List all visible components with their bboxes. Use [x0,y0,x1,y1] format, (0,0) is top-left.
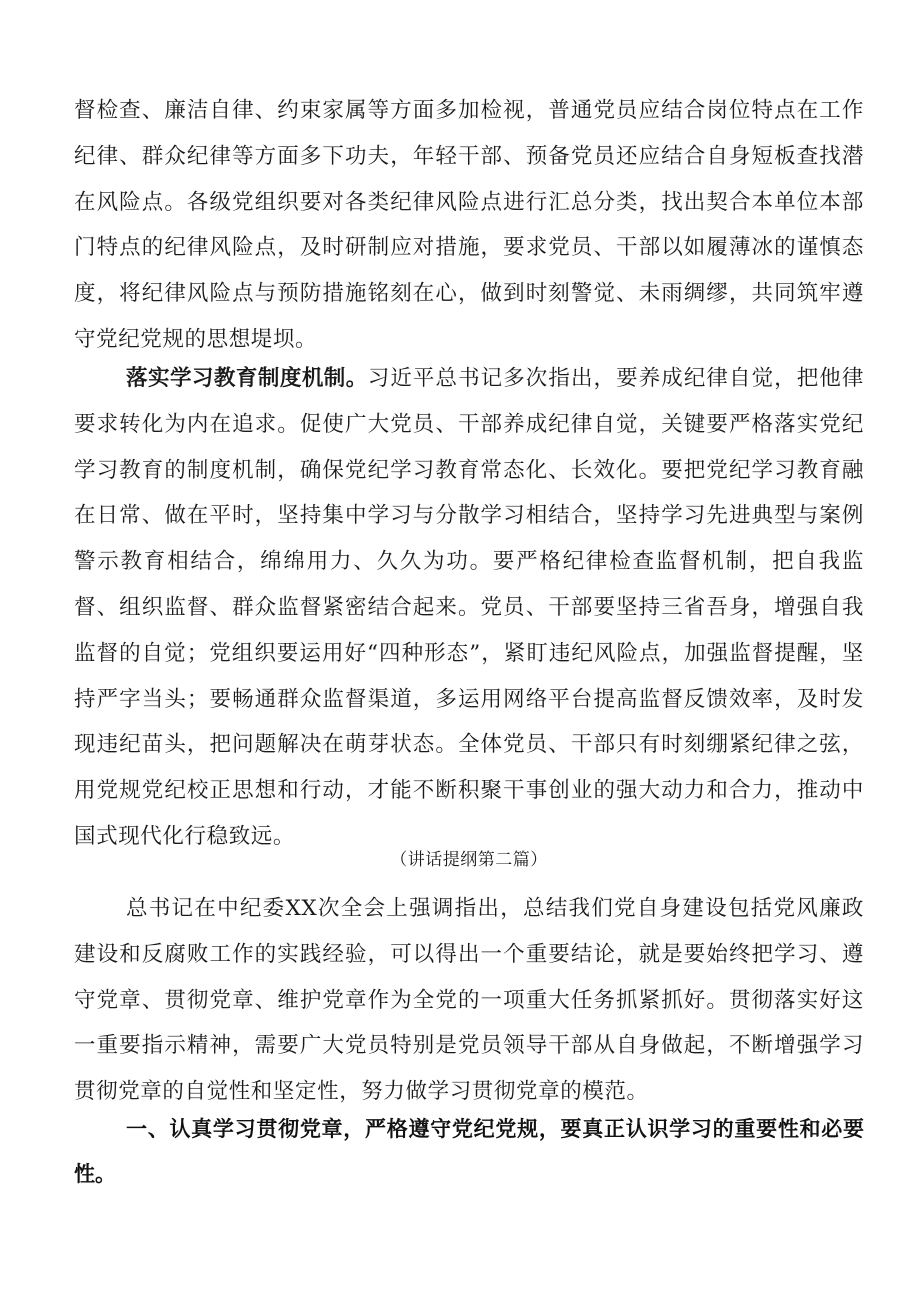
paragraph-body: 习近平总书记多次指出，要养成纪律自觉，把他律要求转化为内在追求。促使广大党员、干部养成纪律自觉，关键要严格落实党纪学习教育的制度机制，确保党纪学习教育常态化、长效化。要把党纪学习教育融在日常、做在平时，坚持集中学习与分散学习相结合，坚持学习先进典型与案例警示教育相结合，绵绵用力、久久为功。要严格纪律检查监督机制，把自我监督、组织监督、群众监督紧密结合起来。党员、干部要坚持三省吾身，增强自我监督的自觉；党组织要运用好“四种形态”，紧盯违纪风险点，加强监督提醒，坚持严字当头；要畅通群众监督渠道，多运用网络平台提高监督反馈效率，及时发现违纪苗头，把问题解决在萌芽状态。全体党员、干部只有时刻绷紧纪律之弦，用党规党纪校正思想和行动，才能不断积聚干事创业的强大动力和合力，推动中国式现代化行稳致远。 [74,366,864,849]
paragraph-continuation: 督检查、廉洁自律、约束家属等方面多加检视，普通党员应结合岗位特点在工作纪律、群众纪律等方面多下功夫，年轻干部、预备党员还应结合自身短板查找潜在风险点。各级党组织要对各类纪律风险点进行汇总分类，找出契合本单位本部门特点的纪律风险点，及时研制应对措施，要求党员、干部以如履薄冰的谨慎态度，将纪律风险点与预防措施铭刻在心，做到时刻警觉、未雨绸缪，共同筑牢遵守党纪党规的思想堤坝。 [74,98,864,352]
paragraph-study-mechanism [74,356,864,860]
section-heading-one: 一、认真学习贯彻党章，严格遵守党纪党规，要真正认识学习的重要性和必要性。 [74,1117,864,1186]
paragraph-party-constitution: 总书记在中纪委XX次全会上强调指出，总结我们党自身建设包括党风廉政建设和反腐败工作的实践经验，可以得出一个重要结论，就是要始终把学习、遵守党章、贯彻党章、维护党章作为全党的一项重大任务抓紧抓好。贯彻落实好这一重要指示精神，需要广大党员特别是党员领导干部从自身做起，不断增强学习贯彻党章的自觉性和坚定性，努力做学习贯彻党章的模范。 [74,896,864,1105]
section-subtitle: （讲话提纲第二篇） [390,850,548,870]
paragraph-lead-heading: 落实学习教育制度机制。 [126,366,368,391]
